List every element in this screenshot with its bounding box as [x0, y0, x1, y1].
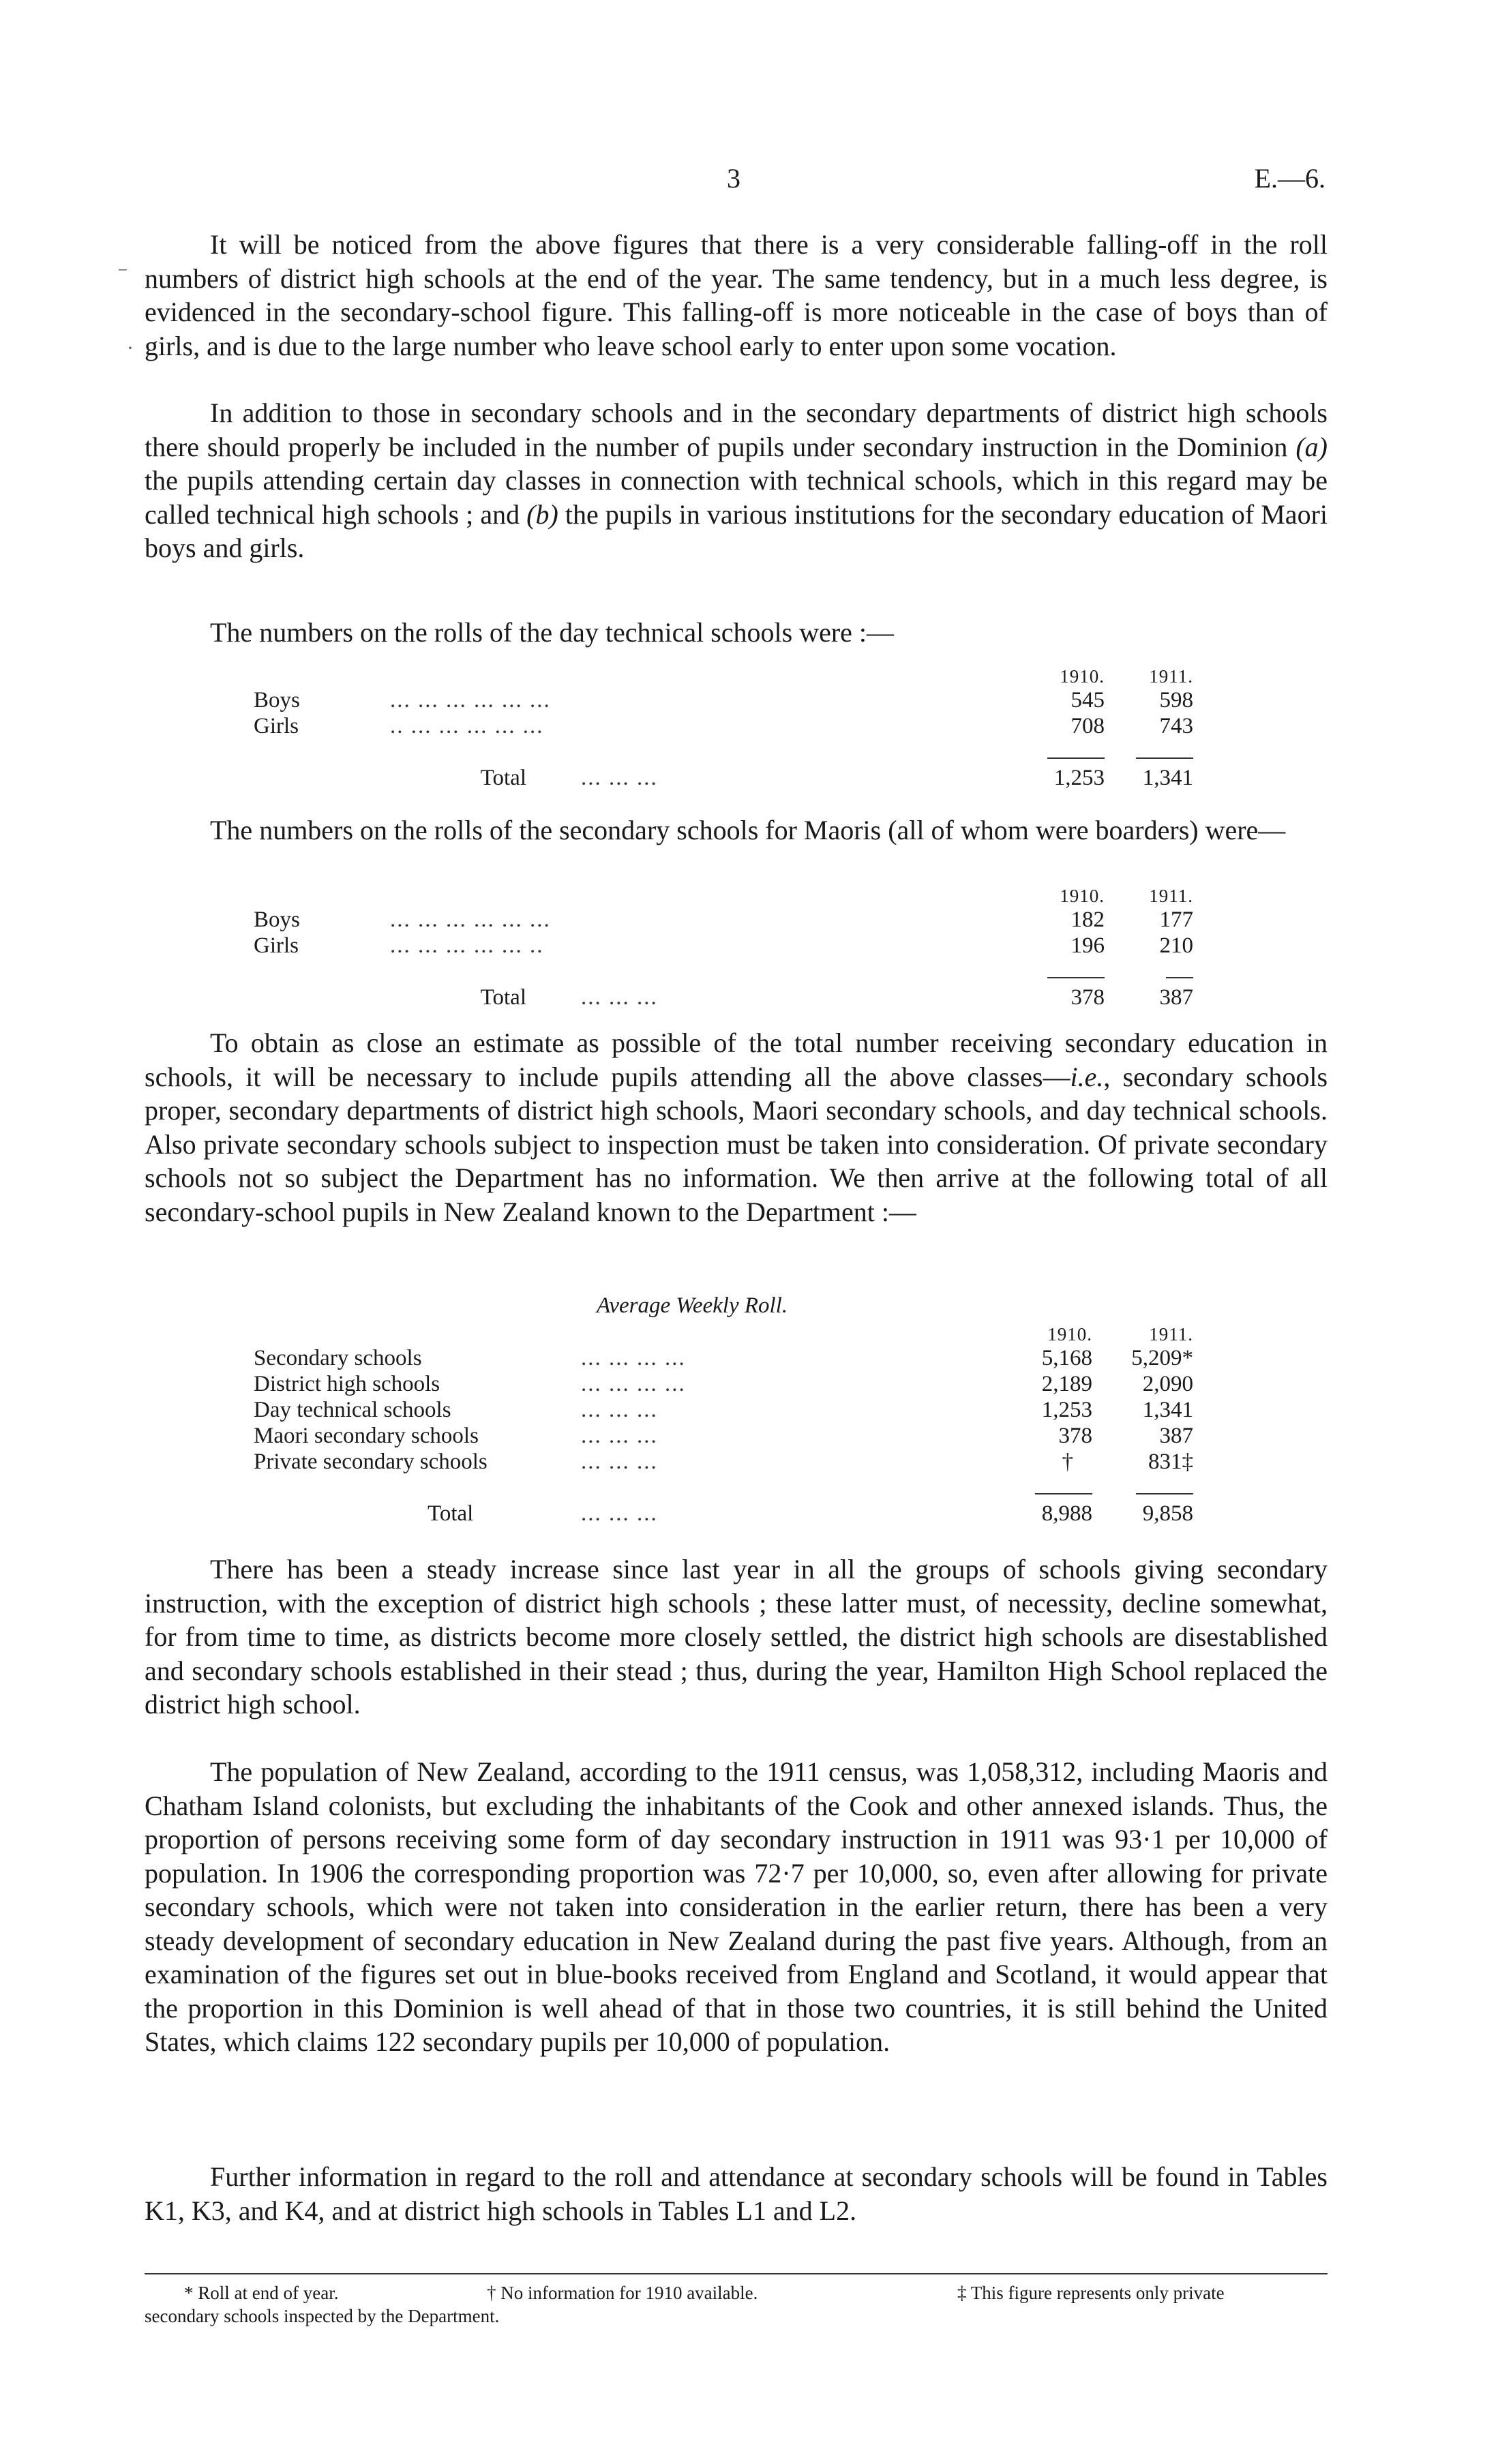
sum-rule — [1047, 977, 1105, 978]
value-1910: 708 — [1070, 714, 1105, 738]
value-1911: 743 — [1159, 714, 1193, 738]
value-1910: † — [1062, 1449, 1073, 1474]
sum-rule — [1166, 977, 1193, 978]
paragraph-text: In addition to those in secondary schools and in the secondary departments of district high schools there should properly be included in the number of pupils under secondary instruction in the Dominion — [145, 397, 1328, 462]
total-label: Total — [428, 1501, 474, 1526]
sum-rule — [1047, 757, 1105, 759]
paragraph-1 — [145, 228, 1328, 363]
row-label: Boys — [254, 907, 300, 932]
leader-dots: ... ... ... ... — [581, 1346, 686, 1370]
table-header-row — [254, 661, 1212, 687]
abbreviation-ie: i.e. — [1070, 1061, 1104, 1092]
value-1911: 387 — [1159, 1424, 1193, 1448]
paragraph-text: Further information in regard to the roll and attendance at secondary schools will be found in Tables K1, K3, and K4, and at district high schools in Tables L1 and L2. — [145, 2161, 1328, 2226]
total-label: Total — [480, 985, 526, 1010]
leader-dots: .. ... ... ... ... ... — [390, 714, 544, 738]
paragraph-3 — [145, 616, 1328, 650]
value-1910: 182 — [1070, 907, 1105, 932]
leader-dots: ... ... ... ... — [581, 1372, 686, 1396]
value-1910: 2,189 — [1041, 1372, 1092, 1396]
year-1910: 1910. — [1060, 666, 1105, 687]
year-1910: 1910. — [1047, 1324, 1092, 1344]
value-1910: 545 — [1070, 688, 1105, 712]
total-row — [254, 1501, 1212, 1527]
paragraph-text: To obtain as close an estimate as possible of the total number receiving secondary education in schools, it will be necessary to include pupils attending all the above classes— — [145, 1027, 1328, 1092]
table-row — [254, 933, 1212, 959]
table-row — [254, 1371, 1212, 1397]
year-1911: 1911. — [1149, 1324, 1193, 1344]
total-1910: 1,253 — [1053, 766, 1105, 790]
page-header — [0, 162, 1498, 203]
total-1910: 378 — [1070, 985, 1105, 1010]
table-row — [254, 1449, 1212, 1475]
row-label: Boys — [254, 688, 300, 712]
value-1910: 5,168 — [1041, 1346, 1092, 1370]
row-label: Private secondary schools — [254, 1449, 488, 1474]
table-header-row — [254, 1319, 1212, 1345]
document-reference: E.—6. — [1254, 163, 1325, 194]
leader-dots: ... ... ... — [581, 1398, 658, 1422]
leader-dots: ... ... ... ... ... ... — [390, 688, 551, 712]
year-1911: 1911. — [1149, 666, 1193, 687]
value-1911: 177 — [1159, 907, 1193, 932]
margin-mark: · — [127, 337, 134, 359]
leader-dots: ... ... ... — [581, 1449, 658, 1474]
value-1911: 1,341 — [1142, 1398, 1193, 1422]
table-header-row — [254, 881, 1212, 907]
paragraph-2 — [145, 396, 1328, 565]
value-1911: 210 — [1159, 933, 1193, 958]
leader-dots: ... ... ... — [581, 1501, 658, 1526]
year-1911: 1911. — [1149, 886, 1193, 906]
total-1910: 8,988 — [1041, 1501, 1092, 1526]
table-row — [254, 713, 1212, 739]
footnote-asterisk: * Roll at end of year. — [184, 2283, 339, 2303]
paragraph-8 — [145, 2160, 1328, 2227]
value-1911: 5,209* — [1131, 1346, 1193, 1370]
value-1911: 2,090 — [1142, 1372, 1193, 1396]
table-row — [254, 1397, 1212, 1423]
total-1911: 1,341 — [1142, 766, 1193, 790]
value-1910: 378 — [1058, 1424, 1092, 1448]
total-row — [254, 765, 1212, 791]
sum-rule — [1136, 1493, 1193, 1494]
paragraph-4 — [145, 813, 1328, 847]
technical-schools-table — [254, 661, 1212, 791]
margin-mark: ⁻ — [117, 262, 128, 285]
row-label: Girls — [254, 714, 299, 738]
row-label: Girls — [254, 933, 299, 958]
list-label-b: (b) — [526, 498, 558, 530]
total-row — [254, 985, 1212, 1010]
value-1911: 831‡ — [1148, 1449, 1193, 1474]
leader-dots: ... ... ... ... ... ... — [390, 907, 551, 932]
paragraph-6 — [145, 1552, 1328, 1722]
total-1911: 387 — [1159, 985, 1193, 1010]
paragraph-text: the pupils in various institutions for the secondary education of Maori boys and girls. — [145, 498, 1328, 563]
table-row — [254, 1423, 1212, 1449]
footnote-continuation: secondary schools inspected by the Department. — [145, 2306, 500, 2326]
footnote-double-dagger: ‡ This figure represents only private — [957, 2283, 1225, 2303]
value-1910: 1,253 — [1041, 1398, 1092, 1422]
paragraph-text: the pupils attending certain day classes in connection with technical schools, which in this regard may be called technical high schools ; and — [145, 465, 1328, 530]
maori-schools-table — [254, 881, 1212, 1010]
leader-dots: ... ... ... ... ... .. — [390, 933, 544, 958]
leader-dots: ... ... ... — [581, 766, 658, 790]
total-label: Total — [480, 766, 526, 790]
paragraph-7 — [145, 1755, 1328, 2059]
paragraph-text: The numbers on the rolls of the secondary schools for Maoris (all of whom were boarders) were— — [210, 815, 1286, 845]
table-caption: Average Weekly Roll. — [597, 1293, 788, 1318]
value-1911: 598 — [1159, 688, 1193, 712]
paragraph-text: The numbers on the rolls of the day technical schools were :— — [210, 617, 895, 648]
list-label-a: (a) — [1295, 431, 1328, 462]
value-1910: 196 — [1070, 933, 1105, 958]
total-1911: 9,858 — [1142, 1501, 1193, 1526]
footnote-dagger: † No information for 1910 available. — [487, 2283, 758, 2303]
row-label: Secondary schools — [254, 1346, 422, 1370]
paragraph-text: There has been a steady increase since last year in all the groups of schools giving secondary instruction, with the exception of district high schools ; these latter must, of necessity, decline somewhat, for from time to time, as districts become more closely settled, the district high schools are disestablished and secondary schools established in their stead ; thus, during the year, Hamilton High School replaced the district high school. — [145, 1554, 1328, 1719]
row-label: District high schools — [254, 1372, 440, 1396]
paragraph-text: It will be noticed from the above figures that there is a very considerable falling-off in the roll numbers of district high schools at the end of the year. The same tendency, but in a much less degree, is evidenced in the secondary-school figure. This falling-off is more noticeable in the case of boys than of girls, and is due to the large number who leave school early to enter upon some vocation. — [145, 229, 1328, 361]
sum-rule — [1035, 1493, 1092, 1494]
table-row — [254, 1345, 1212, 1371]
page-number: 3 — [727, 163, 740, 194]
leader-dots: ... ... ... — [581, 985, 658, 1010]
footnote-rule — [145, 2273, 1328, 2274]
sum-rule — [1136, 757, 1193, 759]
paragraph-text: , secondary schools proper, secondary departments of district high schools, Maori secondary schools, and day technical schools. Also private secondary schools subject to inspection must be taken into consideration. Of private secondary schools not so subject the Department has no information. We then arrive at the following total of all secondary-school pupils in New Zealand known to the Department :— — [145, 1061, 1328, 1227]
row-label: Day technical schools — [254, 1398, 451, 1422]
paragraph-5 — [145, 1026, 1328, 1229]
table-row — [254, 907, 1212, 933]
year-1910: 1910. — [1060, 886, 1105, 906]
paragraph-text: The population of New Zealand, according to the 1911 census, was 1,058,312, including Maoris and Chatham Island colonists, but excluding the inhabitants of the Cook and other annexed islands. Thus, the proportion of persons receiving some form of day secondary instruction in 1911 was 93·1 per 10,000 of population. In 1906 the corresponding proportion was 72·7 per 10,000, so, even after allowing for private secondary schools, which were not taken into consideration in the earlier return, there has been a very steady development of secondary education in New Zealand during the past five years. Although, from an examination of the figures set out in blue-books received from England and Scotland, it would appear that the proportion in this Dominion is well ahead of that in those two countries, it is still behind the United States, which claims 122 secondary pupils per 10,000 of population. — [145, 1756, 1328, 2057]
weekly-roll-table — [254, 1319, 1212, 1527]
table-row — [254, 687, 1212, 713]
leader-dots: ... ... ... — [581, 1424, 658, 1448]
row-label: Maori secondary schools — [254, 1424, 479, 1448]
